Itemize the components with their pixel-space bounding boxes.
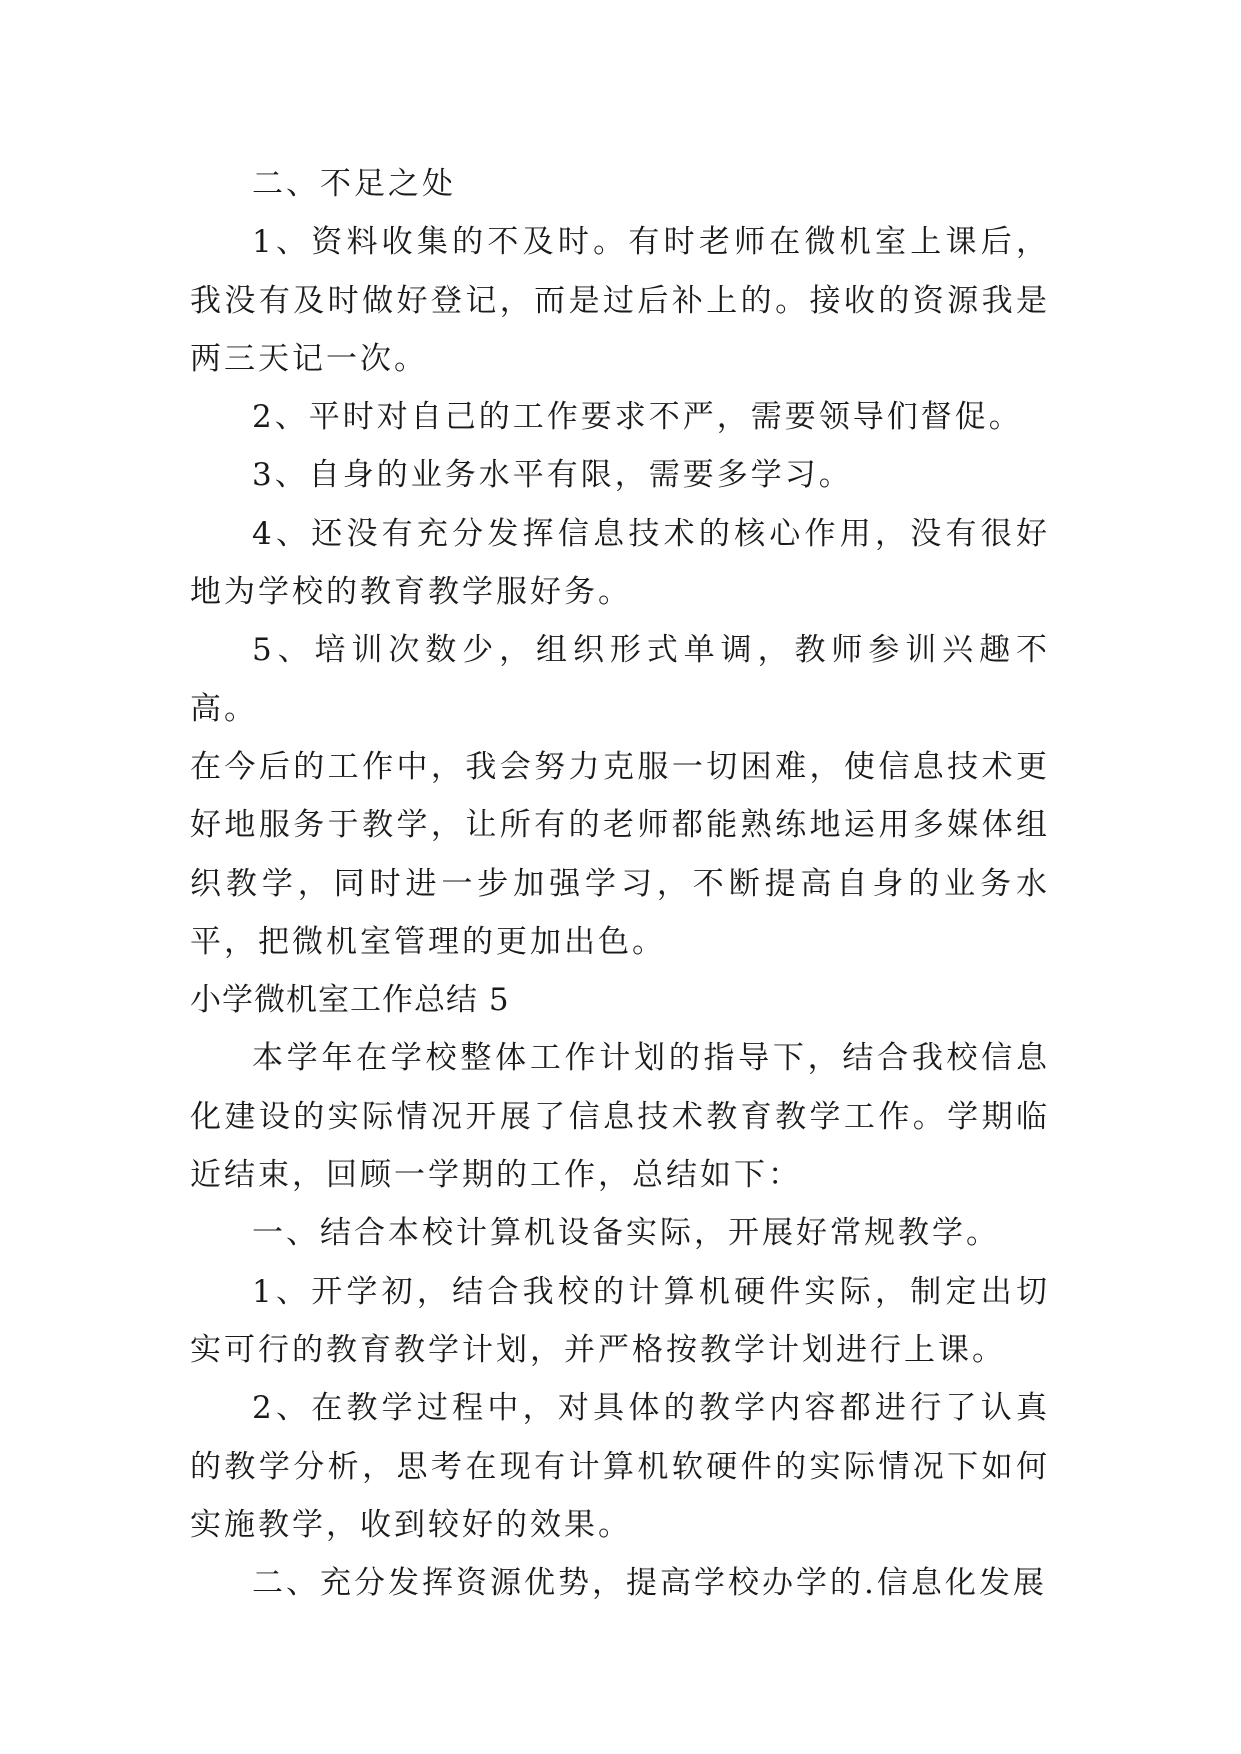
section-heading: 二、充分发挥资源优势，提高学校办学的.信息化发展 (252, 1565, 1047, 1602)
paragraph: 2、平时对自己的工作要求不严，需要领导们督促。 (252, 399, 1023, 436)
section-heading: 一、结合本校计算机设备实际，开展好常规教学。 (252, 1215, 1000, 1252)
paragraph: 3、自身的业务水平有限，需要多学习。 (252, 457, 853, 494)
paragraph: 本学年在学校整体工作计划的指导下，结合我校信息化建设的实际情况开展了信息技术教育教学工作。学期临近结束，回顾一学期的工作，总结如下： (190, 1040, 1050, 1194)
paragraph: 2、在教学过程中，对具体的教学内容都进行了认真的教学分析，思考在现有计算机软硬件的实际情况下如何实施教学，收到较好的效果。 (190, 1390, 1050, 1543)
section-heading: 二、不足之处 (252, 166, 456, 202)
paragraph: 4、还没有充分发挥信息技术的核心作用，没有很好地为学校的教育教学服好务。 (190, 515, 1050, 611)
document-body (190, 155, 1050, 1612)
document-title: 小学微机室工作总结 5 (190, 982, 510, 1019)
paragraph: 1、资料收集的不及时。有时老师在微机室上课后，我没有及时做好登记，而是过后补上的。接收的资源我是两三天记一次。 (190, 224, 1050, 377)
paragraph: 1、开学初，结合我校的计算机硬件实际，制定出切实可行的教育教学计划，并严格按教学计划进行上课。 (190, 1273, 1050, 1368)
paragraph: 在今后的工作中，我会努力克服一切困难，使信息技术更好地服务于教学，让所有的老师都能熟练地运用多媒体组织教学，同时进一步加强学习，不断提高自身的业务水平，把微机室管理的更加出色。 (190, 748, 1050, 960)
paragraph: 5、培训次数少，组织形式单调，教师参训兴趣不高。 (190, 632, 1050, 727)
